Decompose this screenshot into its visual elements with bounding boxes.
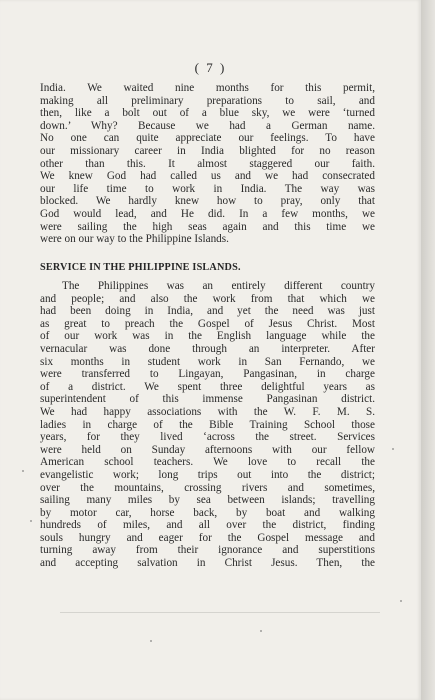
- text-line: sailing many miles by sea between islands; travelling: [40, 494, 375, 507]
- scan-speck: [392, 448, 394, 450]
- text-line: evangelistic work; long trips out into the district;: [40, 468, 375, 481]
- text-line: We had happy associations with the W. F. M. S.: [40, 405, 375, 418]
- text-line: We knew God had called us and we had consecrated: [40, 170, 375, 183]
- text-line: turning away from their ignorance and superstitions: [40, 544, 375, 557]
- scan-speck: [150, 640, 152, 642]
- text-line: No one can quite appreciate our feelings. To have: [40, 132, 375, 145]
- text-line: then, like a bolt out of a blue sky, we were ‘turned: [40, 107, 375, 120]
- text-line: were held on Sunday afternoons with our fellow: [40, 443, 375, 456]
- scan-speck: [22, 470, 24, 472]
- text-line: were sailing the high seas again and this time we: [40, 220, 375, 233]
- text-line: over the mountains, crossing rivers and sometimes,: [40, 481, 375, 494]
- text-line: American school teachers. We love to recall the: [40, 456, 375, 469]
- text-line: were transferred to Lingayan, Pangasinan, in charge: [40, 368, 375, 381]
- scan-speck: [30, 520, 32, 522]
- text-line: The Philippines was an entirely different country: [62, 280, 375, 292]
- paragraph-philippines: [40, 280, 375, 570]
- text-line: making all preliminary preparations to sail, and: [40, 94, 375, 107]
- text-line: and accepting salvation in Christ Jesus. Then, the: [40, 557, 375, 570]
- text-line: souls hungry and eager for the Gospel message and: [40, 531, 375, 544]
- text-line: hundreds of miles, and all over the district, finding: [40, 519, 375, 532]
- text-line: God would lead, and He did. In a few months, we: [40, 207, 375, 220]
- text-line: our missionary career in India blighted for no reason: [40, 144, 375, 157]
- text-line: and people; and also the work from that which we: [40, 292, 375, 305]
- text-line: years, for they lived ‘across the street. Services: [40, 431, 375, 444]
- text-line: India. We waited nine months for this permit,: [40, 82, 375, 94]
- text-line: of our work was in the English language while the: [40, 330, 375, 343]
- text-line: other than this. It almost staggered our faith.: [40, 157, 375, 170]
- section-heading: SERVICE IN THE PHILIPPINE ISLANDS.: [40, 262, 241, 273]
- scan-page-edge: [421, 0, 435, 700]
- text-line: of a district. We spent three delightful years as: [40, 380, 375, 393]
- text-line: were on our way to the Philippine Islands.: [40, 233, 229, 246]
- scan-speck: [260, 630, 262, 632]
- text-line: as great to preach the Gospel of Jesus Christ. Most: [40, 317, 375, 330]
- text-line: vernacular was done through an interpreter. After: [40, 342, 375, 355]
- text-line: our life time to work in India. The way was: [40, 182, 375, 195]
- scan-artifact-line: [60, 612, 380, 613]
- paragraph-india-permit: [40, 82, 375, 246]
- page-number: ( 7 ): [194, 60, 227, 75]
- text-line: six months in student work in San Fernando, we: [40, 355, 375, 368]
- text-line: superintendent of this immense Pangasinan district.: [40, 393, 375, 406]
- text-line: blocked. We hardly knew how to pray, only that: [40, 195, 375, 208]
- scan-speck: [400, 600, 402, 602]
- text-line: down.’ Why? Because we had a German name.: [40, 119, 375, 132]
- text-line: had been doing in India, and yet the need was just: [40, 305, 375, 318]
- text-line: ladies in charge of the Bible Training School those: [40, 418, 375, 431]
- text-line: by motor car, horse back, by boat and walking: [40, 506, 375, 519]
